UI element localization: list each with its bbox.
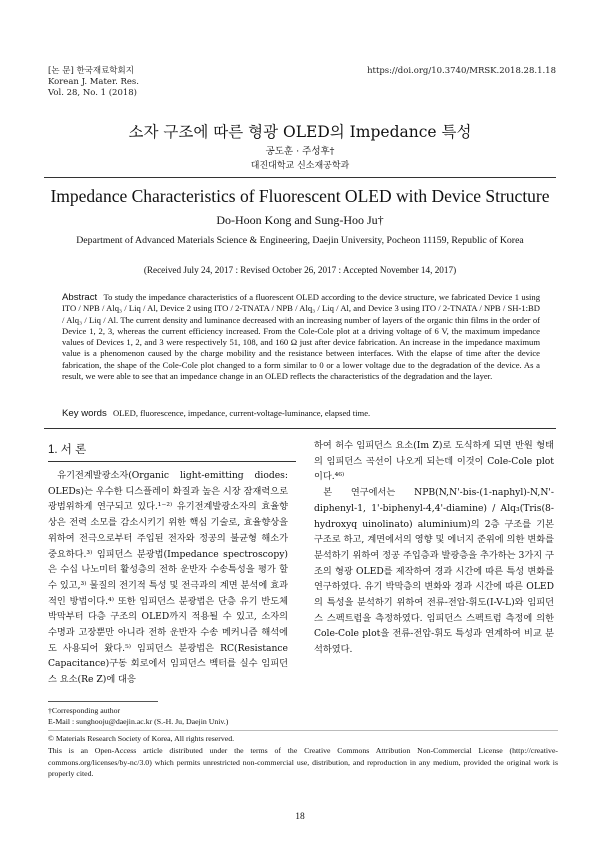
body-right-column [314,438,554,658]
paragraph: 유기전계발광소자(Organic light-emitting diodes: OLEDs)는 우수한 디스플레이 화질과 높은 시장 잠재력으로 광범위하게 연구되고 있다.¹⁻²⁾ 유기전계발광소자의 효율향상은 전력 소모를 감소시키기 위한 핵심 기술로, 효율향상을 위하여 전극으로부터 주입된 전자와 정공의 불균형 해소가 중요하다.³⁾ 임피던스 분광법(Impedance spectroscopy)은 수십 나노미터 활성층의 전하 운반자 수송특성을 평가 할 수 있고,³⁾ 물질의 전기적 특성 및 전극과의 계면 분석에 효과적인 방법이다.⁴⁾ 또한 임피던스 분광법은 단층 유기 반도체 박막부터 다층 구조의 OLED까지 적용될 수 있고, 소자의 수명과 고장뿐만 아니라 전하 운반자 수송 메커니즘 해석에도 사용되어 왔다.⁵⁾ 임피던스 분광법은 RC(Resistance Capacitance)구동 회로에서 임피던스 벡터를 실수 임피던스 요소(Re Z)에 대응 [48,470,288,686]
title-korean: 소자 구조에 따른 형광 OLED의 Impedance 특성 [128,123,472,141]
footnote-copyright: © Materials Research Society of Korea, All rights reserved. [48,734,235,743]
abstract-label: Abstract [62,292,98,303]
journal-volume: Vol. 28, No. 1 (2018) [48,88,138,98]
section-heading-rule [48,461,296,462]
keywords [62,408,540,419]
authors-english: Do-Hoon Kong and Sung-Hoo Ju† [216,213,384,227]
footnote-rule [48,701,158,702]
abstract-text: To study the impedance characteristics of a fluorescent OLED according to the device structure, we fabricated Device 1 using ITO / NPB / Alq₃ / Liq / Al, Device 2 using ITO / 2-TNATA / NPB / Alq₃ / Liq / Al, and Device 3 using ITO / 2-TNATA / NPB / SH-1:BD / Alq₃ / Liq / Al. The current density and luminance decreased with an increasing number of layers of the organic thin films in the order of Device 1, 2, 3, whereas the current efficiency increased. From the Cole-Cole plot at a driving voltage of 6 V, the maximum impedance values of Devices 1, 2, and 3 were respectively 51, 108, and 160 Ω just after device fabrication. An increase in the impedance maximum value is a phenomenon caused by the charge mobility and the resistance between interfaces. With the elapse of time after the device fabrication, the shape of the Cole-Cole plot changed to a form similar to 0 or a lower voltage due to the degradation of the device. As a result, we were able to see that an impedance change in an OLED reflects the characteristics of the degradation and the layer. [62,292,540,382]
title-divider [44,177,556,178]
paragraph: 하여 허수 임피던스 요소(Im Z)로 도식하게 되면 반원 형태의 임피던스 곡선이 나오게 되는데 이것이 Cole-Cole plot이다.⁴⁶⁾ [314,440,554,483]
footnote-corresponding: †Corresponding author [48,706,121,715]
page-number: 18 [295,812,305,822]
received-dates: (Received July 24, 2017 : Revised October 26, 2017 : Accepted November 14, 2017) [143,265,457,275]
keywords-text: OLED, fluorescence, impedance, current-voltage-luminance, elapsed time. [112,408,371,418]
affiliation-korean: 대진대학교 신소재공학과 [250,161,350,171]
running-header-left [48,66,139,99]
footnote-license: This is an Open-Access article distributed under the terms of the Creative Commons Attribution Non-Commercial License (http://creative-commons.org/licenses/by-nc/3.0) which permits unrestricted non-commercial use, distribution, and reproduction in any medium, provided the original work is properly cited. [48,746,558,778]
title-english: Impedance Characteristics of Fluorescent OLED with Device Structure [50,186,550,206]
body-left-column [48,468,288,688]
journal-korean-name: [논 문] 한국재료학회지 [48,66,134,76]
doi-link[interactable]: https://doi.org/10.3740/MRSK.2018.28.1.18 [367,66,556,76]
journal-english-name: Korean J. Mater. Res. [48,77,139,87]
paragraph: 본 연구에서는 NPB(N,N'-bis-(1-naphyl)-N,N'- diphenyl-1, 1'-biphenyl-4,4'-diamine) / Alq₃(Tris(8-hydroxyq uinolinato) aluminium)의 2층 구조를 기본 구조로 하고, 계면에서의 영향 및 에너지 준위에 의한 변화를 분석하기 위하여 정공 주입층과 발광층을 추가하는 3가지 구조의 형광 OLED를 제작하여 경과 시간에 따른 특성 변화를 연구하였다. 유기 박막층의 변화와 경과 시간에 따른 OLED의 특성을 분석하기 위하여 전류-전압-휘도(I-V-L)와 임피던스 스펙트럼을 측정하였다. 임피던스 스펙트럼 측정에 의한 Cole-Cole plot을 전류-전압-휘도 특성과 연계하여 비교 분석하였다. [314,487,554,656]
footnote-separator [48,730,558,731]
abstract [62,292,540,382]
section-heading-introduction: 1. 서 론 [48,444,87,456]
keywords-label: Key words [62,408,107,419]
authors-korean: 공도훈 · 주성후† [265,146,335,157]
footnote-email: E-Mail : sunghooju@daejin.ac.kr (S.-H. Ju, Daejin Univ.) [48,717,229,726]
abstract-divider [44,428,556,429]
affiliation-english: Department of Advanced Materials Science & Engineering, Daejin University, Pocheon 11159, Republic of Korea [76,235,524,246]
